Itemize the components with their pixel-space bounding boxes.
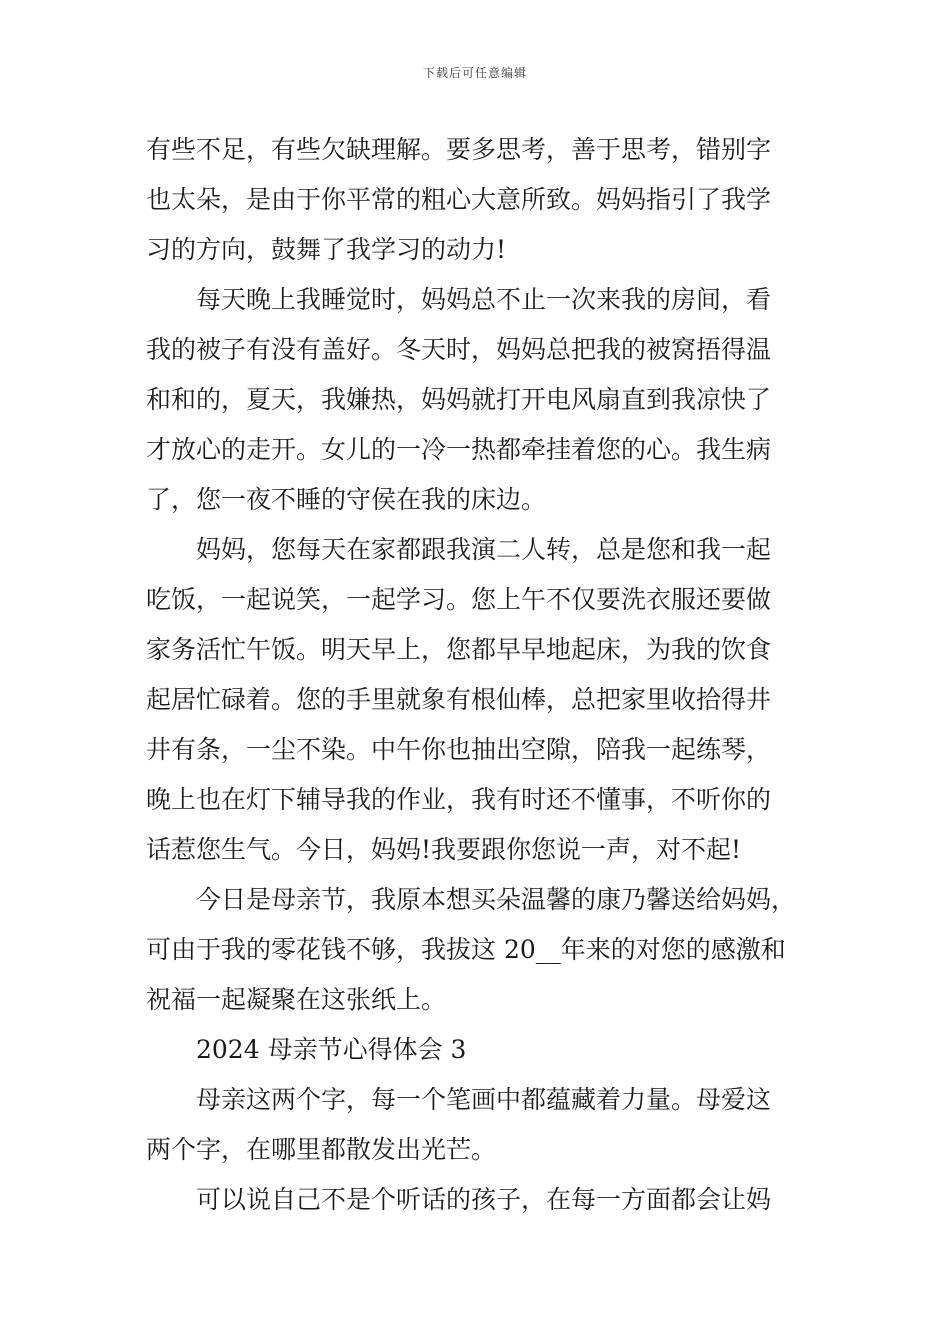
text-line: 可由于我的零花钱不够，我拔这 20__年来的对您的感激和 bbox=[146, 935, 786, 964]
text-line: 可以说自己不是个听话的孩子，在每一方面都会让妈 bbox=[196, 1185, 772, 1214]
text-line: 井有条，一尘不染。中午你也抽出空隙，陪我一起练琴， bbox=[146, 735, 772, 764]
text-line: 才放心的走开。女儿的一冷一热都牵挂着您的心。我生病 bbox=[146, 435, 772, 464]
text-line: 晚上也在灯下辅导我的作业，我有时还不懂事，不听你的 bbox=[146, 785, 772, 814]
text-line: 今日是母亲节，我原本想买朵温馨的康乃馨送给妈妈， bbox=[196, 885, 797, 914]
text-line: 也太朵，是由于你平常的粗心大意所致。妈妈指引了我学 bbox=[146, 185, 772, 214]
section-heading: 2024 母亲节心得体会 3 bbox=[196, 1035, 467, 1064]
document-body bbox=[146, 125, 826, 1225]
text-line: 妈妈，您每天在家都跟我演二人转，总是您和我一起 bbox=[196, 535, 772, 564]
page-header: 下载后可任意编辑 bbox=[422, 66, 527, 80]
text-line: 和和的，夏天，我嫌热，妈妈就打开电风扇直到我凉快了 bbox=[146, 385, 772, 414]
text-line: 吃饭，一起说笑，一起学习。您上午不仅要洗衣服还要做 bbox=[146, 585, 772, 614]
text-line: 习的方向，鼓舞了我学习的动力! bbox=[146, 235, 507, 264]
text-line: 家务活忙午饭。明天早上，您都早早地起床，为我的饮食 bbox=[146, 635, 772, 664]
text-line: 起居忙碌着。您的手里就象有根仙棒，总把家里收拾得井 bbox=[146, 685, 772, 714]
text-line: 话惹您生气。今日，妈妈!我要跟你您说一声，对不起! bbox=[146, 835, 742, 864]
text-line: 了，您一夜不睡的守侯在我的床边。 bbox=[146, 485, 547, 514]
text-line: 每天晚上我睡觉时，妈妈总不止一次来我的房间，看 bbox=[196, 285, 772, 314]
text-line: 母亲这两个字，每一个笔画中都蕴藏着力量。母爱这 bbox=[196, 1085, 772, 1114]
text-line: 有些不足，有些欠缺理解。要多思考，善于思考，错别字 bbox=[146, 135, 772, 164]
text-line: 两个字，在哪里都散发出光芒。 bbox=[146, 1135, 497, 1164]
text-line: 祝福一起凝聚在这张纸上。 bbox=[146, 985, 447, 1014]
text-line: 我的被子有没有盖好。冬天时，妈妈总把我的被窝捂得温 bbox=[146, 335, 772, 364]
